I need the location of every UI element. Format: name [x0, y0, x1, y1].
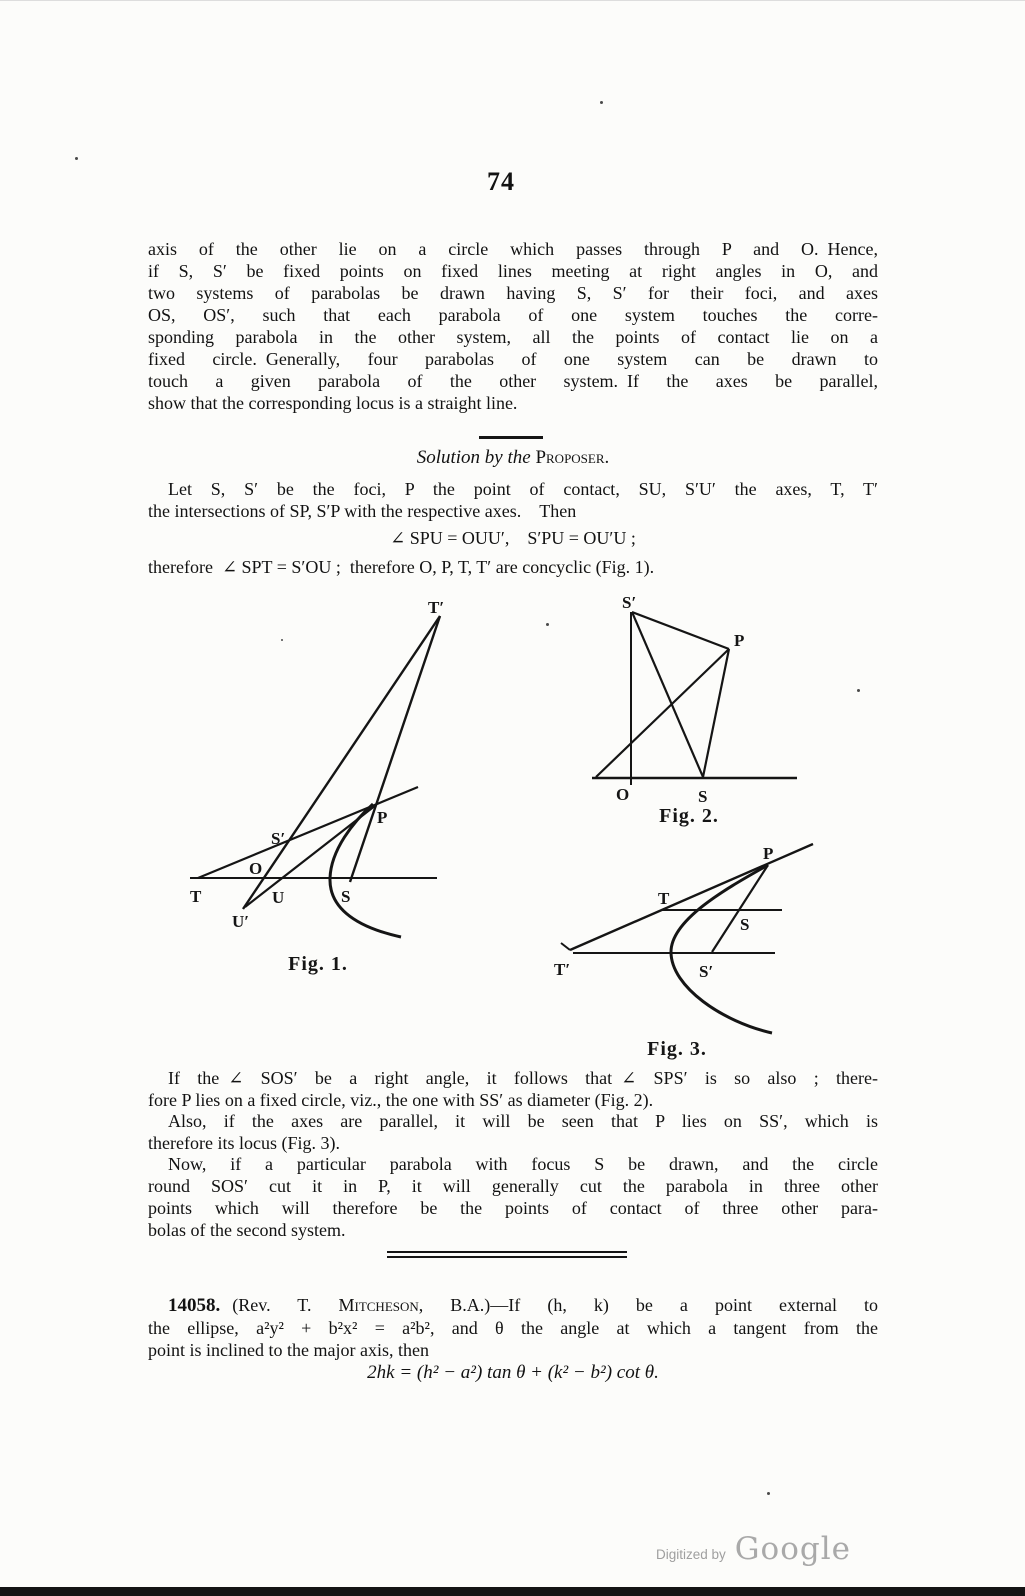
text-line: bolas of the second system.: [148, 1220, 346, 1240]
fig1-label-U-prime: U′: [232, 912, 250, 931]
fig3-label-P: P: [763, 844, 774, 863]
fig1-line-T-Sprime-P: [198, 787, 418, 878]
fig1-parabola-arc: [330, 804, 401, 937]
fig1-label-T: T: [190, 887, 202, 906]
fig1-label-P: P: [377, 808, 388, 827]
fig3-caption: Fig. 3.: [647, 1038, 707, 1060]
fig1-line-Tprime-P-S: [350, 616, 440, 882]
page-number: 74: [487, 167, 515, 196]
problem-14058-line3: point is inclined to the major axis, then: [148, 1340, 429, 1360]
problem-author-pre: (Rev. T.: [232, 1295, 339, 1315]
fig3-label-S: S: [740, 915, 750, 934]
solution-paragraph: [148, 478, 878, 522]
double-section-rule: [387, 1251, 627, 1258]
digitized-watermark: [656, 1531, 851, 1567]
discussion-paragraph-parallel-axes: [148, 1110, 878, 1154]
problem-number: 14058.: [168, 1295, 221, 1316]
fig1-label-S: S: [341, 887, 351, 906]
fig3-label-T: T: [658, 889, 670, 908]
fig2-label-P: P: [734, 631, 745, 650]
solution-heading: [148, 447, 878, 469]
fig2-line-P-S: [703, 649, 729, 777]
problem-author-name: Mitcheson: [338, 1295, 419, 1315]
fig2-label-S-prime: S′: [622, 593, 637, 612]
watermark-prefix: Digitized by: [656, 1547, 726, 1562]
text-line: axis of the other lie on a circle which passes through P and O. Hence,: [148, 239, 878, 259]
scan-speck: [281, 639, 283, 641]
text-line: two systems of parabolas be drawn having S, S′ for their foci, and axes: [148, 283, 878, 303]
fig3-tangent-line-Tprime-T-P: [570, 844, 813, 950]
fig2-label-O: O: [616, 785, 630, 804]
fig3-line-P-S-Sprime: [712, 865, 768, 952]
scan-speck: [767, 1492, 770, 1495]
text-line: points which will therefore be the points of contact of three other para-: [148, 1198, 878, 1218]
fig2-diagram: [592, 593, 797, 827]
fig1-label-T-prime: T′: [428, 598, 445, 617]
problem-14058-line2: the ellipse, a²y² + b²x² = a²b², and θ the angle at which a tangent from the: [148, 1318, 878, 1338]
fig1-line-Tprime-Sprime-Uprime: [243, 616, 440, 909]
problem-line1-rest: , B.A.)—If (h, k) be a point external to: [418, 1295, 878, 1315]
solution-conclusion-line: therefore ∠ SPT = S′OU ; therefore O, P, T, T′ are concyclic (Fig. 1).: [148, 557, 655, 577]
text-line: therefore its locus (Fig. 3).: [148, 1133, 340, 1153]
text-line: show that the corresponding locus is a straight line.: [148, 393, 518, 413]
google-logo: Google: [734, 1531, 851, 1567]
scan-speck: [857, 689, 860, 692]
solution-heading-proposer: Proposer.: [535, 447, 610, 468]
fig3-tangent-end-tick: [561, 943, 570, 950]
scan-speck: [75, 157, 78, 160]
scan-speck: [546, 623, 549, 626]
fig1-label-U: U: [272, 888, 285, 907]
text-line: if S, S′ be fixed points on fixed lines meeting at right angles in O, and: [148, 261, 878, 281]
scan-speck: [600, 101, 603, 104]
fig3-parabola-arc: [671, 865, 772, 1033]
text-line: sponding parabola in the other system, all the points of contact lie on a: [148, 327, 878, 347]
solution-heading-italic: Solution by the: [416, 447, 536, 468]
fig3-label-T-prime: T′: [554, 960, 571, 979]
text-line: the intersections of SP, S′P with the respective axes. Then: [148, 501, 577, 521]
fig1-label-O: O: [249, 859, 263, 878]
solution-equation: ∠ SPU = OUU′, S′PU = OU′U ;: [390, 528, 636, 548]
fig2-line-Sprime-S: [632, 612, 703, 777]
section-rule: [479, 436, 543, 439]
problem-14058-block: [148, 1294, 878, 1361]
discussion-paragraph-right-angle: [148, 1067, 878, 1111]
fig2-caption: Fig. 2.: [659, 805, 719, 827]
fig2-label-S: S: [698, 787, 708, 806]
fig1-label-S-prime: S′: [271, 829, 286, 848]
fig3-diagram: [554, 844, 813, 1060]
geometry-figures: [140, 586, 920, 1066]
discussion-paragraph-particular-parabola: [148, 1153, 878, 1241]
text-line: round SOS′ cut it in P, it will generally cut the parabola in three other: [148, 1176, 878, 1196]
text-line: touch a given parabola of the other system. If the axes be parallel,: [148, 371, 878, 391]
text-line: OS, OS′, such that each parabola of one system touches the corre-: [148, 305, 878, 325]
problem-14058-line1: [148, 1294, 878, 1317]
fig3-label-S-prime: S′: [699, 962, 714, 981]
problem-statement-paragraph: [148, 238, 878, 414]
text-line: fixed circle. Generally, four parabolas of one system can be drawn to: [148, 349, 878, 369]
text-line: fore P lies on a fixed circle, viz., the one with SS′ as diameter (Fig. 2).: [148, 1090, 654, 1110]
fig2-line-O-P-diagonal: [596, 649, 729, 777]
text-line: Let S, S′ be the foci, P the point of contact, SU, S′U′ the axes, T, T′: [168, 479, 878, 499]
problem-14058-formula: 2hk = (h² − a²) tan θ + (k² − b²) cot θ.: [367, 1362, 659, 1383]
fig1-diagram: [190, 598, 444, 975]
text-line: If the ∠ SOS′ be a right angle, it follows that ∠ SPS′ is so also ; there-: [168, 1068, 878, 1088]
text-line: Also, if the axes are parallel, it will be seen that P lies on SS′, which is: [168, 1111, 878, 1131]
text-line: Now, if a particular parabola with focus S be drawn, and the circle: [168, 1154, 878, 1174]
fig1-caption: Fig. 1.: [288, 953, 348, 975]
